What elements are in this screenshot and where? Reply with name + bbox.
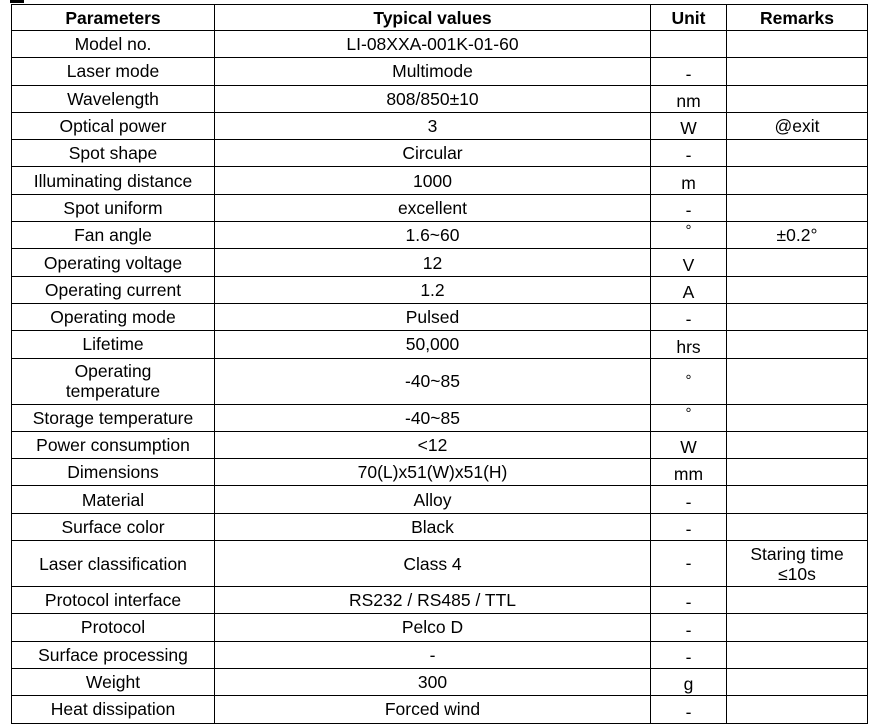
remarks-cell — [727, 249, 868, 276]
unit-cell: - — [651, 486, 727, 513]
unit-cell: - — [651, 614, 727, 641]
parameter-cell: Laser mode — [12, 58, 215, 85]
typical-value-cell: <12 — [215, 431, 651, 458]
table-row — [12, 85, 868, 112]
unit-cell: - — [651, 513, 727, 540]
table-row — [12, 641, 868, 668]
remarks-cell — [727, 276, 868, 303]
parameter-cell: Operating mode — [12, 303, 215, 330]
remarks-cell — [727, 431, 868, 458]
parameter-cell: Laser classification — [12, 541, 215, 587]
parameter-cell: Protocol interface — [12, 587, 215, 614]
parameter-cell: Material — [12, 486, 215, 513]
table-row — [12, 668, 868, 695]
remarks-cell — [727, 331, 868, 358]
remarks-cell — [727, 614, 868, 641]
unit-cell: ° — [651, 222, 727, 249]
remarks-cell — [727, 486, 868, 513]
header-typical-values: Typical values — [215, 5, 651, 31]
typical-value-cell: excellent — [215, 194, 651, 221]
parameter-cell: Lifetime — [12, 331, 215, 358]
remarks-cell: Staring time ≤10s — [727, 541, 868, 587]
typical-value-cell: 808/850±10 — [215, 85, 651, 112]
parameter-cell: Illuminating distance — [12, 167, 215, 194]
table-header-row — [12, 5, 868, 31]
table-row — [12, 303, 868, 330]
remarks-cell — [727, 696, 868, 723]
unit-cell: ° — [651, 358, 727, 404]
parameter-cell: Storage temperature — [12, 404, 215, 431]
table-row — [12, 614, 868, 641]
unit-cell: mm — [651, 459, 727, 486]
remarks-cell — [727, 31, 868, 58]
table-row — [12, 31, 868, 58]
table-row — [12, 249, 868, 276]
remarks-cell — [727, 58, 868, 85]
table-row — [12, 167, 868, 194]
table-row — [12, 486, 868, 513]
typical-value-cell: 1.6~60 — [215, 222, 651, 249]
unit-cell — [651, 31, 727, 58]
typical-value-cell: Class 4 — [215, 541, 651, 587]
typical-value-cell: Black — [215, 513, 651, 540]
table-row — [12, 358, 868, 404]
typical-value-cell: Alloy — [215, 486, 651, 513]
typical-value-cell: - — [215, 641, 651, 668]
parameter-cell: Dimensions — [12, 459, 215, 486]
remarks-cell — [727, 167, 868, 194]
table-row — [12, 587, 868, 614]
table-row — [12, 541, 868, 587]
remarks-cell — [727, 140, 868, 167]
remarks-cell — [727, 459, 868, 486]
table-row — [12, 331, 868, 358]
specifications-table — [11, 4, 868, 724]
remarks-cell — [727, 513, 868, 540]
unit-cell: - — [651, 641, 727, 668]
table-row — [12, 696, 868, 723]
parameter-cell: Fan angle — [12, 222, 215, 249]
unit-cell: nm — [651, 85, 727, 112]
parameter-cell: Surface processing — [12, 641, 215, 668]
header-unit: Unit — [651, 5, 727, 31]
unit-cell: - — [651, 587, 727, 614]
parameter-cell: Protocol — [12, 614, 215, 641]
remarks-cell — [727, 194, 868, 221]
parameter-cell: Power consumption — [12, 431, 215, 458]
table-body — [12, 31, 868, 724]
remarks-cell — [727, 668, 868, 695]
parameter-cell: Operating voltage — [12, 249, 215, 276]
unit-cell: A — [651, 276, 727, 303]
typical-value-cell: 300 — [215, 668, 651, 695]
typical-value-cell: 70(L)x51(W)x51(H) — [215, 459, 651, 486]
unit-cell: V — [651, 249, 727, 276]
header-parameters: Parameters — [12, 5, 215, 31]
parameter-cell: Model no. — [12, 31, 215, 58]
parameter-cell: Spot shape — [12, 140, 215, 167]
parameter-cell: Operating current — [12, 276, 215, 303]
typical-value-cell: Multimode — [215, 58, 651, 85]
typical-value-cell: 1.2 — [215, 276, 651, 303]
typical-value-cell: LI-08XXA-001K-01-60 — [215, 31, 651, 58]
unit-cell: - — [651, 303, 727, 330]
typical-value-cell: 12 — [215, 249, 651, 276]
unit-cell: ° — [651, 404, 727, 431]
unit-cell: g — [651, 668, 727, 695]
table-row — [12, 513, 868, 540]
unit-cell: - — [651, 194, 727, 221]
remarks-cell: @exit — [727, 112, 868, 139]
typical-value-cell: 3 — [215, 112, 651, 139]
table-row — [12, 404, 868, 431]
table-row — [12, 112, 868, 139]
parameter-cell: Heat dissipation — [12, 696, 215, 723]
typical-value-cell: Pelco D — [215, 614, 651, 641]
header-remarks: Remarks — [727, 5, 868, 31]
unit-cell: - — [651, 140, 727, 167]
table-row — [12, 194, 868, 221]
table-row — [12, 431, 868, 458]
table-row — [12, 459, 868, 486]
unit-cell: hrs — [651, 331, 727, 358]
unit-cell: - — [651, 541, 727, 587]
typical-value-cell: RS232 / RS485 / TTL — [215, 587, 651, 614]
table-row — [12, 222, 868, 249]
unit-cell: W — [651, 431, 727, 458]
typical-value-cell: Forced wind — [215, 696, 651, 723]
page-edge-mark — [10, 0, 24, 3]
table-row — [12, 276, 868, 303]
unit-cell: m — [651, 167, 727, 194]
table-row — [12, 140, 868, 167]
typical-value-cell: 1000 — [215, 167, 651, 194]
parameter-cell: Wavelength — [12, 85, 215, 112]
typical-value-cell: Circular — [215, 140, 651, 167]
remarks-cell — [727, 85, 868, 112]
parameter-cell: Optical power — [12, 112, 215, 139]
typical-value-cell: Pulsed — [215, 303, 651, 330]
remarks-cell — [727, 587, 868, 614]
typical-value-cell: 50,000 — [215, 331, 651, 358]
unit-cell: - — [651, 58, 727, 85]
remarks-cell — [727, 303, 868, 330]
parameter-cell: Surface color — [12, 513, 215, 540]
parameter-cell: Weight — [12, 668, 215, 695]
unit-cell: - — [651, 696, 727, 723]
remarks-cell — [727, 641, 868, 668]
typical-value-cell: -40~85 — [215, 358, 651, 404]
remarks-cell: ±0.2° — [727, 222, 868, 249]
unit-cell: W — [651, 112, 727, 139]
parameter-cell: Operating temperature — [12, 358, 215, 404]
parameter-cell: Spot uniform — [12, 194, 215, 221]
remarks-cell — [727, 358, 868, 404]
remarks-cell — [727, 404, 868, 431]
typical-value-cell: -40~85 — [215, 404, 651, 431]
table-row — [12, 58, 868, 85]
